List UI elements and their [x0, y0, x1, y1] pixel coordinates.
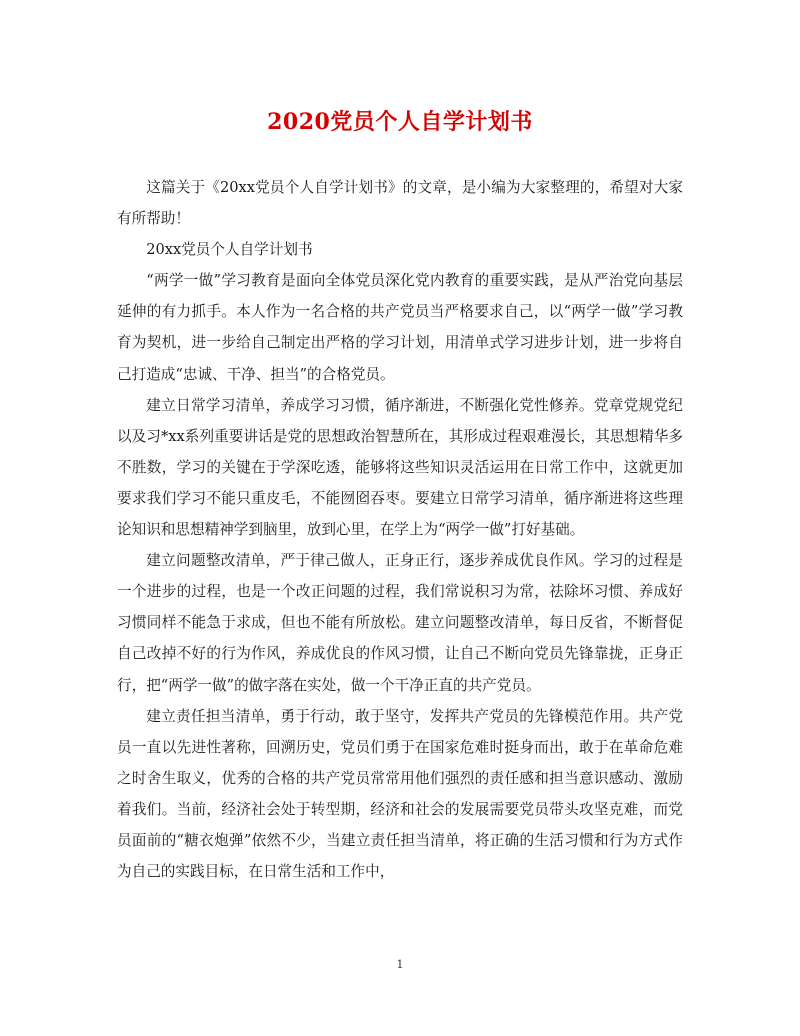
- body-paragraph: 建立责任担当清单，勇于行动，敢于坚守，发挥共产党员的先锋模范作用。共产党员一直以先进性著称，回溯历史，党员们勇于在国家危难时挺身而出，敢于在革命危难之时舍生取义，优秀的合格的共产党员常常用他们强烈的责任感和担当意识感动、激励着我们。当前，经济社会处于转型期，经济和社会的发展需要党员带头攻坚克难，而党员面前的“糖衣炮弹”依然不少，当建立责任担当清单，将正确的生活习惯和行为方式作为自己的实践目标，在日常生活和工作中，: [117, 707, 683, 881]
- page-number: 1: [396, 958, 404, 971]
- body-paragraph: 建立日常学习清单，养成学习习惯，循序渐进，不断强化党性修养。党章党规党纪以及习*xx系列重要讲话是党的思想政治智慧所在，其形成过程艰难漫长，其思想精华多不胜数，学习的关键在于学深吃透，能够将这些知识灵活运用在日常工作中，这就更加要求我们学习不能只重皮毛，不能囫囵吞枣。要建立日常学习清单，循序渐进将这些理论知识和思想精神学到脑里，放到心里，在学上为“两学一做”打好基础。: [117, 396, 683, 539]
- document-body: [117, 172, 683, 887]
- body-paragraph: 建立问题整改清单，严于律己做人，正身正行，逐步养成优良作风。学习的过程是一个进步的过程，也是一个改正问题的过程，我们常说积习为常，祛除坏习惯、养成好习惯同样不能急于求成，但也不能有所放松。建立问题整改清单，每日反省，不断督促自己改掉不好的行为作风，养成优良的作风习惯，让自己不断向党员先锋靠拢，正身正行，把“两学一做”的做字落在实处，做一个干净正直的共产党员。: [117, 552, 683, 694]
- body-paragraph: “两学一做”学习教育是面向全体党员深化党内教育的重要实践，是从严治党向基层延伸的有力抓手。本人作为一名合格的共产党员当严格要求自己，以“两学一做”学习教育为契机，进一步给自己制定出严格的学习计划，用清单式学习进步计划，进一步将自己打造成“忠诚、干净、担当”的合格党员。: [117, 272, 683, 383]
- subtitle-paragraph: 20xx党员个人自学计划书: [146, 241, 313, 259]
- intro-paragraph: 这篇关于《20xx党员个人自学计划书》的文章，是小编为大家整理的，希望对大家有所帮助！: [117, 179, 683, 228]
- document-title: 2020党员个人自学计划书: [267, 109, 533, 135]
